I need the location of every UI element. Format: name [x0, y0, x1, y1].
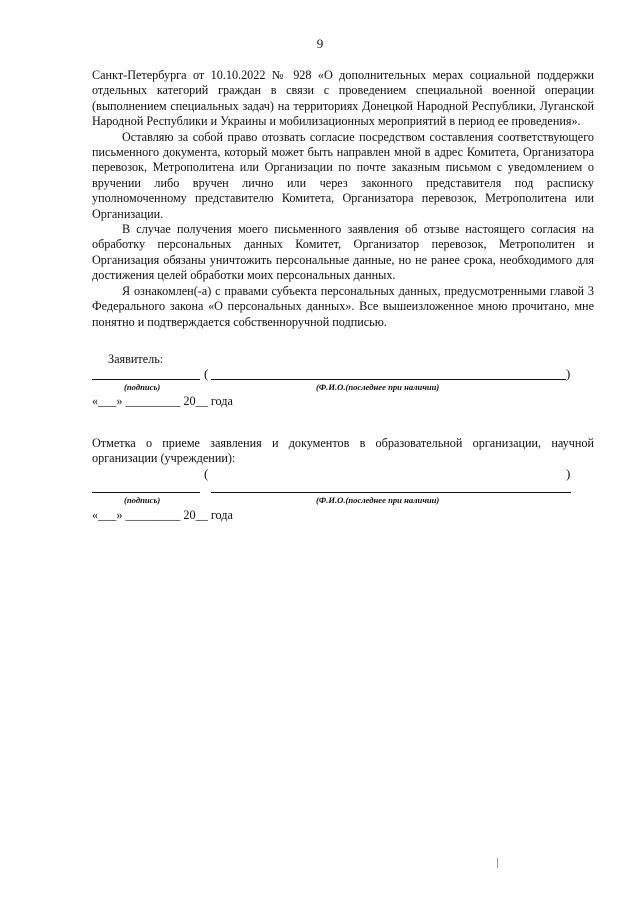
- reception-signature-line[interactable]: [92, 492, 200, 493]
- reception-open-paren: (: [204, 466, 209, 481]
- reception-date-line[interactable]: «___» _________ 20__ года: [92, 508, 233, 522]
- reception-name-caption: (Ф.И.О.(последнее при наличии): [316, 495, 440, 505]
- applicant-name-line[interactable]: [211, 379, 566, 380]
- page-number: 9: [316, 36, 324, 51]
- applicant-name-caption: (Ф.И.О.(последнее при наличии): [316, 382, 440, 392]
- applicant-close-paren: ): [566, 366, 571, 381]
- reception-mark-paragraph: Отметка о приеме заявления и документов в образовательной организации, научной организации (учреждении):: [92, 436, 594, 466]
- paragraph-acknowledgement: Я ознакомлен(-а) с правами субъекта персональных данных, предусмотренными главой 3 Федерального закона «О персональных данных». Все вышеизложенное мною прочитано, мне понятно и подтверждается собственноручной подписью.: [92, 283, 594, 329]
- applicant-label: Заявитель:: [108, 352, 164, 366]
- reception-signature-caption: (подпись): [124, 495, 161, 505]
- paragraph-data-destruction: В случае получения моего письменного заявления об отзыве настоящего согласия на обработку персональных данных Комитет, Организатор перевозок, Метрополитен и Организация обязаны уничтожить персональные данные, но не ранее срока, необходимого для достижения целей обработки моих персональных данных.: [92, 222, 594, 283]
- reception-mark-text: [92, 436, 594, 467]
- reception-close-paren: ): [566, 466, 571, 481]
- consent-text: [92, 68, 594, 330]
- reception-name-line[interactable]: [211, 492, 571, 493]
- paragraph-continuation: Санкт-Петербурга от 10.10.2022 № 928 «О дополнительных мерах социальной поддержки отдельных категорий граждан в связи с проведением специальной военной операции (выполнением специальных задач) на территориях Донецкой Народной Республики, Луганской Народной Республики и Украины и мобилизационных мероприятий в период ее проведения».: [92, 68, 594, 129]
- applicant-signature-line[interactable]: [92, 379, 200, 380]
- applicant-signature-caption: (подпись): [124, 382, 161, 392]
- applicant-open-paren: (: [204, 366, 209, 381]
- applicant-date-line[interactable]: «___» _________ 20__ года: [92, 394, 233, 408]
- paragraph-withdrawal-right: Оставляю за собой право отозвать согласие посредством составления соответствующего письменного документа, который может быть направлен мной в адрес Комитета, Организатора перевозок, Метрополитена или Организации по почте заказным письмом с уведомлением о вручении либо вручен лично или через законного представителя под расписку уполномоченному представителю Комитета, Организатора перевозок, Метрополитена или Организации.: [92, 129, 594, 221]
- scan-artifact-mark: [497, 858, 498, 868]
